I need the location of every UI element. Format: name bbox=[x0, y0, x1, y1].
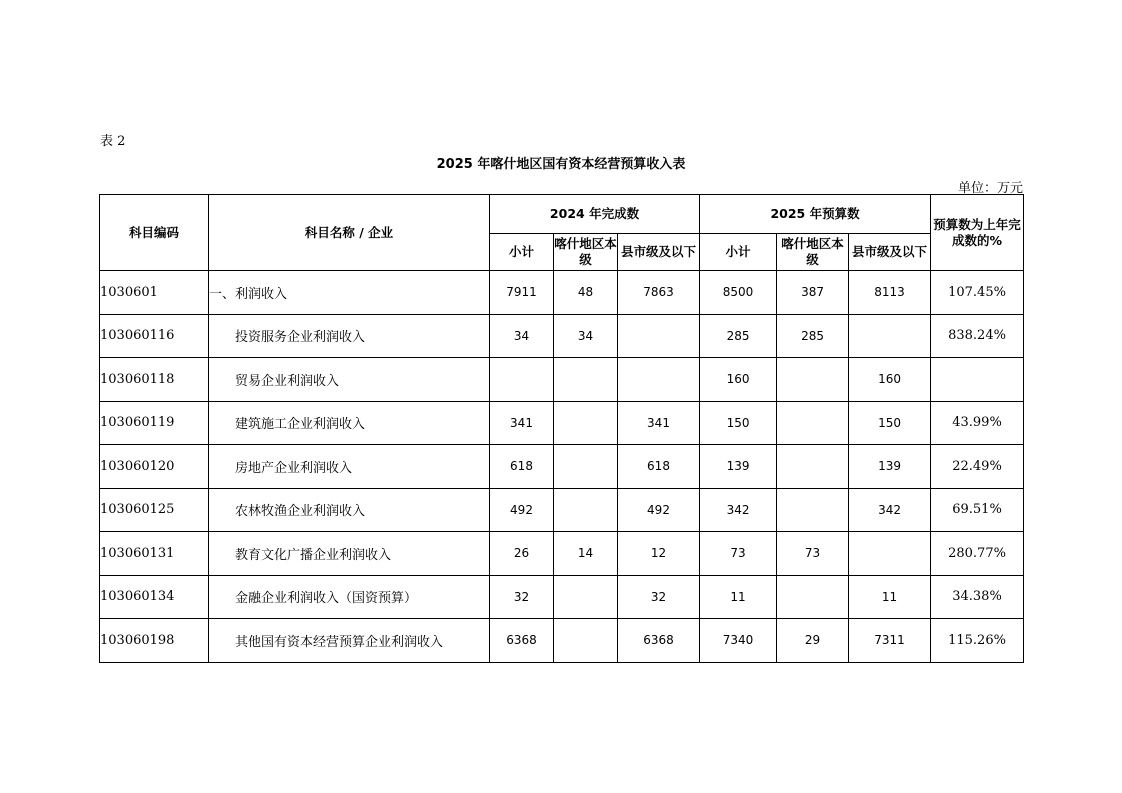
cell-2025-prefecture bbox=[777, 358, 849, 402]
cell-ratio: 22.49% bbox=[931, 445, 1024, 489]
table-label: 表 2 bbox=[100, 134, 126, 149]
cell-2025-prefecture: 387 bbox=[777, 271, 849, 315]
cell-2024-prefecture bbox=[554, 358, 618, 402]
cell-2025-county bbox=[849, 314, 931, 358]
cell-ratio: 838.24% bbox=[931, 314, 1024, 358]
cell-2024-subtotal: 32 bbox=[490, 575, 554, 619]
header-name: 科目名称 / 企业 bbox=[209, 195, 490, 271]
header-ratio: 预算数为上年完成数的% bbox=[931, 195, 1024, 271]
cell-ratio: 34.38% bbox=[931, 575, 1024, 619]
row-name: 投资服务企业利润收入 bbox=[209, 314, 490, 358]
unit-label: 单位：万元 bbox=[957, 181, 1023, 196]
cell-2024-subtotal: 26 bbox=[490, 532, 554, 576]
row-name: 贸易企业利润收入 bbox=[209, 358, 490, 402]
header-2025-county: 县市级及以下 bbox=[849, 234, 931, 271]
cell-2025-subtotal: 7340 bbox=[700, 619, 777, 663]
table-row bbox=[100, 358, 1024, 402]
header-2024-subtotal: 小计 bbox=[490, 234, 554, 271]
cell-2024-county: 32 bbox=[618, 575, 700, 619]
cell-2025-county: 160 bbox=[849, 358, 931, 402]
row-code: 103060198 bbox=[100, 619, 209, 663]
cell-2024-prefecture bbox=[554, 575, 618, 619]
cell-2024-county: 12 bbox=[618, 532, 700, 576]
cell-2025-prefecture: 29 bbox=[777, 619, 849, 663]
table-row bbox=[100, 314, 1024, 358]
cell-2025-prefecture bbox=[777, 401, 849, 445]
cell-2025-subtotal: 8500 bbox=[700, 271, 777, 315]
row-code: 103060134 bbox=[100, 575, 209, 619]
cell-2024-prefecture bbox=[554, 401, 618, 445]
cell-2024-prefecture: 48 bbox=[554, 271, 618, 315]
cell-ratio bbox=[931, 358, 1024, 402]
row-name: 教育文化广播企业利润收入 bbox=[209, 532, 490, 576]
header-2025-prefecture: 喀什地区本级 bbox=[777, 234, 849, 271]
cell-2024-prefecture bbox=[554, 488, 618, 532]
cell-2025-subtotal: 160 bbox=[700, 358, 777, 402]
row-name: 其他国有资本经营预算企业利润收入 bbox=[209, 619, 490, 663]
cell-2024-county: 7863 bbox=[618, 271, 700, 315]
header-code: 科目编码 bbox=[100, 195, 209, 271]
cell-2025-subtotal: 11 bbox=[700, 575, 777, 619]
cell-2024-subtotal: 492 bbox=[490, 488, 554, 532]
cell-2025-county: 150 bbox=[849, 401, 931, 445]
table-row bbox=[100, 619, 1024, 663]
row-name: 房地产企业利润收入 bbox=[209, 445, 490, 489]
cell-ratio: 280.77% bbox=[931, 532, 1024, 576]
cell-2025-county: 139 bbox=[849, 445, 931, 489]
cell-2025-county: 7311 bbox=[849, 619, 931, 663]
cell-2025-county bbox=[849, 532, 931, 576]
cell-2025-prefecture: 73 bbox=[777, 532, 849, 576]
budget-table bbox=[99, 194, 1024, 663]
cell-2024-subtotal: 618 bbox=[490, 445, 554, 489]
cell-2024-county bbox=[618, 314, 700, 358]
table-row bbox=[100, 488, 1024, 532]
cell-2024-subtotal: 341 bbox=[490, 401, 554, 445]
row-code: 1030601 bbox=[100, 271, 209, 315]
cell-2025-prefecture: 285 bbox=[777, 314, 849, 358]
cell-2024-prefecture: 14 bbox=[554, 532, 618, 576]
cell-2024-county: 618 bbox=[618, 445, 700, 489]
row-name: 建筑施工企业利润收入 bbox=[209, 401, 490, 445]
cell-2024-subtotal: 6368 bbox=[490, 619, 554, 663]
header-2024-county: 县市级及以下 bbox=[618, 234, 700, 271]
table-row bbox=[100, 445, 1024, 489]
cell-2024-subtotal: 7911 bbox=[490, 271, 554, 315]
row-name: 金融企业利润收入（国资预算） bbox=[209, 575, 490, 619]
cell-2024-county bbox=[618, 358, 700, 402]
row-code: 103060119 bbox=[100, 401, 209, 445]
cell-2024-prefecture bbox=[554, 445, 618, 489]
row-code: 103060116 bbox=[100, 314, 209, 358]
cell-2024-prefecture: 34 bbox=[554, 314, 618, 358]
cell-2025-subtotal: 150 bbox=[700, 401, 777, 445]
header-group-2025: 2025 年预算数 bbox=[700, 195, 931, 234]
row-name: 一、利润收入 bbox=[209, 271, 490, 315]
cell-2024-county: 6368 bbox=[618, 619, 700, 663]
table-row bbox=[100, 401, 1024, 445]
cell-2024-county: 341 bbox=[618, 401, 700, 445]
cell-2025-prefecture bbox=[777, 488, 849, 532]
row-name: 农林牧渔企业利润收入 bbox=[209, 488, 490, 532]
header-group-2024: 2024 年完成数 bbox=[490, 195, 700, 234]
cell-ratio: 43.99% bbox=[931, 401, 1024, 445]
cell-2025-subtotal: 285 bbox=[700, 314, 777, 358]
cell-2025-county: 11 bbox=[849, 575, 931, 619]
cell-ratio: 107.45% bbox=[931, 271, 1024, 315]
cell-2025-subtotal: 342 bbox=[700, 488, 777, 532]
table-row bbox=[100, 532, 1024, 576]
header-2024-prefecture: 喀什地区本级 bbox=[554, 234, 618, 271]
row-code: 103060125 bbox=[100, 488, 209, 532]
table-row bbox=[100, 575, 1024, 619]
cell-2025-county: 8113 bbox=[849, 271, 931, 315]
row-code: 103060118 bbox=[100, 358, 209, 402]
row-code: 103060120 bbox=[100, 445, 209, 489]
cell-ratio: 115.26% bbox=[931, 619, 1024, 663]
cell-2024-subtotal bbox=[490, 358, 554, 402]
header-2025-subtotal: 小计 bbox=[700, 234, 777, 271]
table-row bbox=[100, 271, 1024, 315]
cell-2024-county: 492 bbox=[618, 488, 700, 532]
row-code: 103060131 bbox=[100, 532, 209, 576]
cell-2025-prefecture bbox=[777, 445, 849, 489]
page-title: 2025 年喀什地区国有资本经营预算收入表 bbox=[436, 157, 686, 172]
cell-2025-county: 342 bbox=[849, 488, 931, 532]
cell-2025-subtotal: 73 bbox=[700, 532, 777, 576]
cell-ratio: 69.51% bbox=[931, 488, 1024, 532]
cell-2024-subtotal: 34 bbox=[490, 314, 554, 358]
cell-2024-prefecture bbox=[554, 619, 618, 663]
cell-2025-prefecture bbox=[777, 575, 849, 619]
cell-2025-subtotal: 139 bbox=[700, 445, 777, 489]
